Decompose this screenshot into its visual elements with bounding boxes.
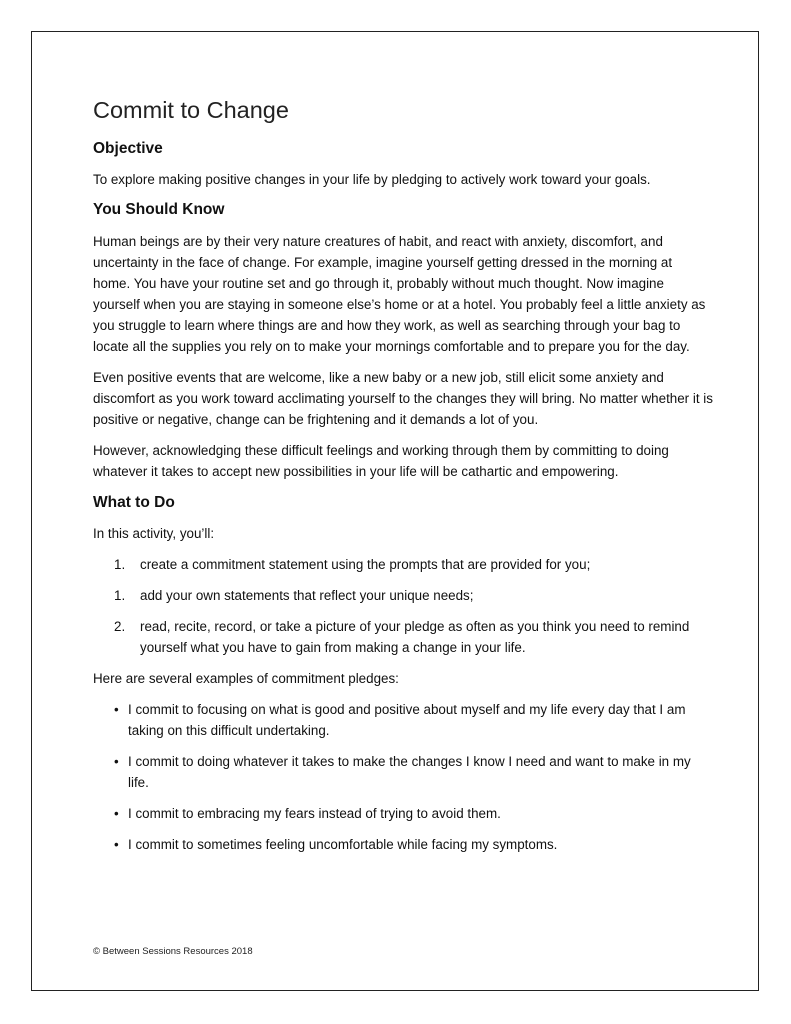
objective-text: To explore making positive changes in your life by pledging to actively work toward your goals. (93, 172, 651, 187)
copyright-footer: © Between Sessions Resources 2018 (93, 946, 253, 957)
activity-intro: In this activity, you’ll: (93, 526, 215, 541)
bullet-icon: • (114, 806, 119, 821)
should-know-paragraph: Human beings are by their very nature creatures of habit, and react with anxiety, discomfort, and uncertainty in the face of change. For example, imagine yourself getting dressed in the morning at home. You have your routine set and go through it, probably without much thought. Now imagine yourself when you are staying in someone else’s home or at a hotel. You probably feel a little anxiety as you struggle to learn where things are and how they work, as well as searching through your bag to locate all the supplies you rely on to make your mornings comfortable and to prepare you for the day. (93, 234, 706, 354)
examples-intro: Here are several examples of commitment pledges: (93, 671, 399, 686)
what-to-do-heading: What to Do (93, 494, 175, 511)
should-know-paragraph: Even positive events that are welcome, like a new baby or a new job, still elicit some anxiety and discomfort as you work toward acclimating yourself to the changes they will bring. No matter whether it is positive or negative, change can be frightening and it demands a lot of you. (93, 370, 713, 427)
bullet-icon: • (114, 754, 119, 769)
list-item (93, 834, 713, 855)
list-item-text: I commit to embracing my fears instead of trying to avoid them. (128, 806, 501, 821)
should-know-heading: You Should Know (93, 201, 225, 218)
list-item (93, 699, 713, 741)
list-item-text: I commit to doing whatever it takes to make the changes I know I need and want to make in my life. (128, 754, 691, 790)
list-item-text: I commit to sometimes feeling uncomfortable while facing my symptoms. (128, 837, 558, 852)
list-marker: 2. (114, 619, 126, 634)
list-item-text: add your own statements that reflect your unique needs; (140, 588, 474, 603)
list-item (93, 554, 713, 575)
list-marker: 1. (114, 588, 126, 603)
objective-heading: Objective (93, 140, 163, 157)
bullet-icon: • (114, 837, 119, 852)
list-item-text: read, recite, record, or take a picture of your pledge as often as you think you need to remind yourself what you have to gain from making a change in your life. (140, 619, 690, 655)
page-title: Commit to Change (93, 97, 289, 123)
list-item (93, 616, 713, 658)
list-item-text: create a commitment statement using the prompts that are provided for you; (140, 557, 591, 572)
bullet-icon: • (114, 702, 119, 717)
should-know-paragraph: However, acknowledging these difficult feelings and working through them by committing to doing whatever it takes to accept new possibilities in your life will be cathartic and empowering. (93, 443, 669, 479)
pledge-examples (93, 699, 713, 855)
list-item (93, 585, 713, 606)
list-item (93, 751, 713, 793)
list-item (93, 803, 713, 824)
worksheet-body (93, 92, 713, 855)
activity-steps (93, 554, 713, 658)
list-item-text: I commit to focusing on what is good and positive about myself and my life every day that I am taking on this difficult undertaking. (128, 702, 686, 738)
list-marker: 1. (114, 557, 126, 572)
